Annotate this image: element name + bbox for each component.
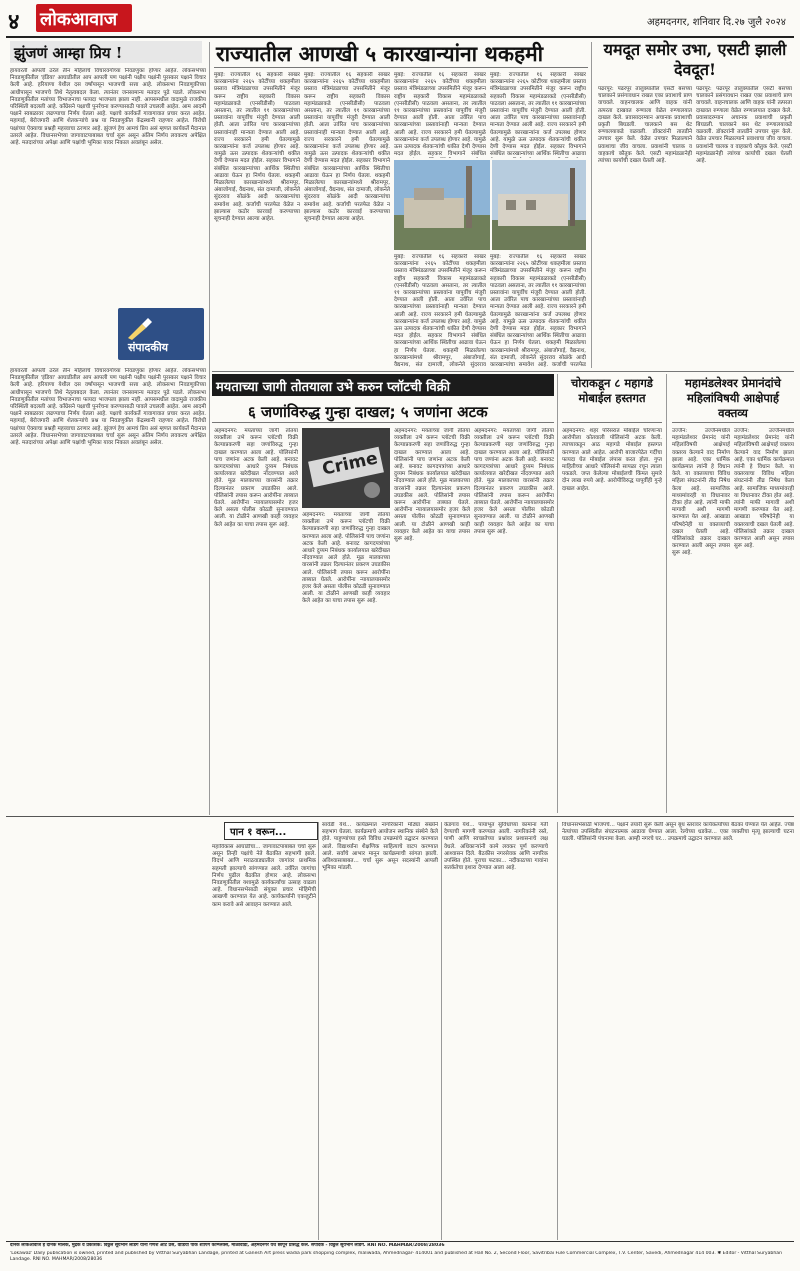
bottom-divider-1 — [318, 822, 319, 1240]
main-article-col-3: मुंबई: राज्यातील १६ सहकारी साखर कारखान्यांना २२६५ कोटींच्या थकहमीला प्रस्ताव मंत्रिमंडळाच्या उपसमितीने मंजूर करून राष्ट्रीय सहकारी विकास महामंडळाकडे (एनसीडीसी) पाठवला असताना, तर त्यातील ११ कारखान्यांच्या प्रस्तावांना यापूर्वीच मंजुरी देण्यात आली होती. आता उर्वरित पाच कारखान्यांच्या प्रस्तावांनाही मान्यता देण्यात आली आहे. राज्य सरकारने हमी घेतल्यामुळे कारखान्यांना कर्ज उपलब्ध होणार आहे. यामुळे ऊस उत्पादक शेतकऱ्यांची थकीत देणी देण्यास मदत होईल. सहकार विभागाने संबंधित — [394, 72, 486, 158]
bottom-col-3: केडगाव येथे... पायाभूत सुविधांच्या कामांना गती देण्याची मागणी करण्यात आली. नागरिकांनी रस्ते, पाणी आणि स्वच्छतेच्या प्रश्नांवर प्रशासनाचे लक्ष वेधले. अधिकाऱ्यांनी कामे लवकर पूर्ण करण्याचे आश्वासन दिले. बैठकीस नगरसेवक आणि नागरिक उपस्थित होते. पुराचा फटका... नदीकाठच्या गावांना सतर्कतेचा इशारा देण्यात आला आहे. — [444, 822, 548, 872]
left-article-body: हायवरती आपली ठरेल तीन महिलांचे विचारवर्गाच्या निवडणुका होणार आहेत. लोकसभेच्या निवडणुकीतील 'इंडिया' आघाडीतील आप आपली पण पक्षांनी पक्षीय पक्षांनी पुरस्कार पक्षाने विचार केली आहे. हरियाणा येथील दस वर्षांपासून भाजपची सत्ता आहे. लोकसभा निवडणुकीच्या आधीपासून भाजपचे तिथे नेतृत्वबदल केला. त्यानंतर जनसामान्य मतदार पुढे पडले. लोकसभा निवडणुकीतील मतांच्या विभाजनाचा फायदा भाजपला झाला नाही. आपसमधील वादामुळे राजकीय परिस्थिती बदलली आहे. काँग्रेसने पक्षाची पुनर्रचना करण्यासाठी पावले उचलली आहेत. आम आदमी पक्षाने स्वबळावर लढण्याचा निर्णय घेतला आहे. पक्षाचे कार्यकर्ते गावागावात प्रचार करत आहेत. महागाई, बेरोजगारी आणि शेतकऱ्यांचे प्रश्न या निवडणुकीत केंद्रस्थानी राहणार आहेत. विरोधी पक्षांच्या ऐक्याचा प्रश्नही महत्त्वाचा ठरणार आहे. झुंजणं हेच आमचं प्रिय असं म्हणत कार्यकर्ते मैदानात उतरले आहेत. विधानसभेच्या जागावाटपाबाबत चर्चा सुरू असून अंतिम निर्णय लवकरच अपेक्षित आहे. मतदारांच्या अपेक्षा आणि पक्षांची भूमिका यावर निकाल अवलंबून असेल. — [10, 68, 206, 147]
left-article-body-cont: हायवरती आपली ठरेल तीन महिलांचे विचारवर्गाच्या निवडणुका होणार आहेत. लोकसभेच्या निवडणुकीतील 'इंडिया' आघाडीतील आप आपली पण पक्षांनी पक्षीय पक्षांनी पुरस्कार पक्षाने विचार केली आहे. हरियाणा येथील दस वर्षांपासून भाजपची सत्ता आहे. लोकसभा निवडणुकीच्या आधीपासून भाजपचे तिथे नेतृत्वबदल केला. त्यानंतर जनसामान्य मतदार पुढे पडले. लोकसभा निवडणुकीतील मतांच्या विभाजनाचा फायदा भाजपला झाला नाही. आपसमधील वादामुळे राजकीय परिस्थिती बदलली आहे. काँग्रेसने पक्षाची पुनर्रचना करण्यासाठी पावले उचलली आहेत. आम आदमी पक्षाने स्वबळावर लढण्याचा निर्णय घेतला आहे. पक्षाचे कार्यकर्ते गावागावात प्रचार करत आहेत. महागाई, बेरोजगारी आणि शेतकऱ्यांचे प्रश्न या निवडणुकीत केंद्रस्थानी राहणार आहेत. विरोधी पक्षांच्या ऐक्याचा प्रश्नही महत्त्वाचा ठरणार आहे. झुंजणं हेच आमचं प्रिय असं म्हणत कार्यकर्ते मैदानात उतरले आहेत. विधानसभेच्या जागावाटपाबाबत चर्चा सुरू असून अंतिम निर्णय लवकरच अपेक्षित आहे. मतदारांच्या अपेक्षा आणि पक्षांची भूमिका यावर निकाल अवलंबून असेल. — [10, 368, 206, 447]
chorakadun-title: चोराकडून ८ महागडे मोबाईल हस्तगत — [571, 376, 653, 405]
masthead: लोकआवाज — [40, 9, 118, 30]
mid-banner-col-3: अहमदनगर: मयताच्या जागी तोतया व्यक्तीला उभे करून प्लॉटची विक्री केल्याप्रकरणी सहा जणांविरुद्ध गुन्हा दाखल करण्यात आला आहे. पोलिसांनी पाच जणांना अटक केली आहे. बनावट कागदपत्रांच्या आधारे दुय्यम निबंधक कार्यालयात खरेदीखत नोंदवण्यात आले होते. मूळ मालकाच्या वारसांनी तक्रार दिल्यानंतर प्रकरण उघडकीस आले. पोलिसांनी तपास करून आरोपींना ताब्यात घेतले. आरोपींना न्यायालयासमोर हजर केले असता पोलीस कोठडी सुनावण्यात आली. या टोळीने आणखी काही व्यवहार केले आहेत का याचा तपास सुरू आहे. — [394, 428, 470, 543]
mahamandaleshwar-body-col-2: उज्जैन: उज्जैनमधील महामंडलेश्वर प्रेमानंद यांनी महिलांविषयी आक्षेपार्ह वक्तव्य केल्याने वाद निर्माण झाला आहे. एका धार्मिक कार्यक्रमात त्यांनी हे विधान केले. या वक्तव्याचा विविध महिला संघटनांनी तीव्र निषेध केला आहे. सामाजिक माध्यमांवरही या विधानावर टीका होत आहे. त्यांनी माफी मागावी अशी मागणी करण्यात येत आहे. आखाडा परिषदेनेही या वक्तव्याची दखल घेतली आहे. पोलिसांकडे तक्रार दाखल करण्यात आली असून तपास सुरू आहे. — [734, 428, 794, 550]
main-article-title: राज्यातील आणखी ५ कारखान्यांना थकहमी — [216, 41, 544, 66]
mid-banner-col-1: अहमदनगर: मयताच्या जागी तोतया व्यक्तीला उभे करून प्लॉटची विक्री केल्याप्रकरणी सहा जणांविरुद्ध गुन्हा दाखल करण्यात आला आहे. पोलिसांनी पाच जणांना अटक केली आहे. बनावट कागदपत्रांच्या आधारे दुय्यम निबंधक कार्यालयात खरेदीखत नोंदवण्यात आले होते. मूळ मालकाच्या वारसांनी तक्रार दिल्यानंतर प्रकरण उघडकीस आले. पोलिसांनी तपास करून आरोपींना ताब्यात घेतले. आरोपींना न्यायालयासमोर हजर केले असता पोलीस कोठडी सुनावण्यात आली. या टोळीने आणखी काही व्यवहार केले आहेत का याचा तपास सुरू आहे. — [214, 428, 298, 528]
crime-photo — [302, 428, 390, 508]
col-divider-mid — [557, 374, 558, 813]
footer-rule — [6, 1241, 794, 1242]
upper-section-rule — [212, 371, 794, 372]
main-title-rule — [214, 67, 588, 68]
sampadakiya-label: संपादकीय — [128, 341, 169, 354]
col-divider-left — [209, 42, 210, 815]
sugar-factory-photo-1 — [394, 160, 490, 250]
sampadakiya-badge — [118, 308, 204, 360]
footer-imprint-english: 'Lokawaz' Daily publication is owned, printed and published by Vitthal Suryabhan Landage, printed at Ganesh Art press wadia park shopping complex, maliwada, Ahmednagar- 414001 and published at Hall No. 2, Second Floor, Savitribai Fule Commercial Complex, T.V. Center, Savedi, Ahmednagar 414 003. ✱ Editor - Vitthal Suryabhan Landage. RNI NO. MAHMAR/2008/28036 — [10, 1251, 782, 1262]
mid-banner-col-4: अहमदनगर: मयताच्या जागी तोतया व्यक्तीला उभे करून प्लॉटची विक्री केल्याप्रकरणी सहा जणांविरुद्ध गुन्हा दाखल करण्यात आला आहे. पोलिसांनी पाच जणांना अटक केली आहे. बनावट कागदपत्रांच्या आधारे दुय्यम निबंधक कार्यालयात खरेदीखत नोंदवण्यात आले होते. मूळ मालकाच्या वारसांनी तक्रार दिल्यानंतर प्रकरण उघडकीस आले. पोलिसांनी तपास करून आरोपींना ताब्यात घेतले. आरोपींना न्यायालयासमोर हजर केले असता पोलीस कोठडी सुनावण्यात आली. या टोळीने आणखी काही व्यवहार केले आहेत का याचा तपास सुरू आहे. — [474, 428, 554, 535]
mid-banner-title: मयताच्या जागी तोतयाला उभे करुन प्लॉटची विक्री — [216, 380, 451, 395]
bottom-col-4: विधानसभेसाठी भाजपचे... पक्षाने तयारी सुरू केली असून बूथ स्तरावर कार्यकर्त्यांच्या बैठका घेण्यात येत आहेत. ज्येष्ठ नेत्यांच्या उपस्थितीत संघटनात्मक आढावा घेण्यात आला. रेल्वेच्या धडकेत... एका व्यक्तीचा मृत्यू झाल्याची घटना घडली. पोलिसांनी पंचनामा केला. आम्ही नगरचे घर... उपक्रमाचे उद्घाटन करण्यात आले. — [562, 822, 794, 843]
header-rule — [6, 36, 794, 38]
main-article-col-6: मुंबई: राज्यातील १६ सहकारी साखर कारखान्यांना २२६५ कोटींच्या थकहमीला प्रस्ताव मंत्रिमंडळाच्या उपसमितीने मंजूर करून राष्ट्रीय सहकारी विकास महामंडळाकडे (एनसीडीसी) पाठवला असताना, तर त्यातील ११ कारखान्यांच्या प्रस्तावांना यापूर्वीच मंजुरी देण्यात आली होती. आता उर्वरित पाच कारखान्यांच्या प्रस्तावांनाही मान्यता देण्यात आली आहे. राज्य सरकारने हमी घेतल्यामुळे कारखान्यांना कर्ज उपलब्ध होणार आहे. यामुळे ऊस उत्पादक शेतकऱ्यांची थकीत देणी देण्यास मदत होईल. सहकार विभागाने संबंधित कारखान्यांच्या आर्थिक स्थितीचा आढावा घेऊन हा निर्णय घेतला. थकहमी मिळालेल्या कारखान्यांमध्ये श्रीरामपूर, अंबाजोगाई, वैद्यनाथ, संत दामाजी, लोकनेते सुंदरराव सोळंके आदी कारखान्यांचा समावेश आहे. कर्जाची परतफेड — [490, 254, 586, 368]
chorakadun-body: अहमदनगर: शहर परिसरात मोबाईल चोरणाऱ्या आरोपीला कोतवाली पोलिसांनी अटक केली. त्याच्याकडून आठ महागडे मोबाईल हस्तगत करण्यात आले आहेत. आरोपी बाजारपेठेत गर्दीचा फायदा घेत मोबाईल लंपास करत होता. गुप्त माहितीच्या आधारे पोलिसांनी सापळा रचून त्याला पकडले. जप्त केलेल्या मोबाईलची किंमत सुमारे दोन लाख रुपये आहे. आरोपीविरुद्ध यापूर्वीही गुन्हे दाखल आहेत. — [562, 428, 662, 492]
pen-icon — [124, 312, 154, 342]
bottom-col-1: महाविकास आघाडीचा... जागावाटपाबाबत चर्चा सुरू असून तिन्ही पक्षांचे नेते बैठकीत सहभागी झाले. विदर्भ आणि मराठवाड्यातील जागांवर प्राथमिक सहमती झाल्याचे सांगण्यात आले. उर्वरित जागांचा निर्णय पुढील बैठकीत होणार आहे. लोकसभा निवडणुकीतील यशामुळे कार्यकर्त्यांचा उत्साह वाढला आहे. विधानसभेसाठी संयुक्त प्रचार मोहिमेची आखणी करण्यात येत आहे. कार्यकर्त्यांनी एकजुटीने काम करावे असे आवाहन करण्यात आले. — [212, 844, 316, 908]
mid-banner-col-2: अहमदनगर: मयताच्या जागी तोतया व्यक्तीला उभे करून प्लॉटची विक्री केल्याप्रकरणी सहा जणांविरुद्ध गुन्हा दाखल करण्यात आला आहे. पोलिसांनी पाच जणांना अटक केली आहे. बनावट कागदपत्रांच्या आधारे दुय्यम निबंधक कार्यालयात खरेदीखत नोंदवण्यात आले होते. मूळ मालकाच्या वारसांनी तक्रार दिल्यानंतर प्रकरण उघडकीस आले. पोलिसांनी तपास करून आरोपींना ताब्यात घेतले. आरोपींना न्यायालयासमोर हजर केले असता पोलीस कोठडी सुनावण्यात आली. या टोळीने आणखी काही व्यवहार केले आहेत का याचा तपास सुरू आहे. — [302, 512, 390, 605]
page-number: ४ — [8, 9, 20, 35]
col-divider-main — [591, 42, 592, 368]
right-top-title: यमदूत समोर उभा, एसटी झाली देवदूत! — [603, 40, 787, 79]
main-article-col-1: मुंबई: राज्यातील १६ सहकारी साखर कारखान्यांना २२६५ कोटींच्या थकहमीला प्रस्ताव मंत्रिमंडळाच्या उपसमितीने मंजूर करून राष्ट्रीय सहकारी विकास महामंडळाकडे (एनसीडीसी) पाठवला असताना, तर त्यातील ११ कारखान्यांच्या प्रस्तावांना यापूर्वीच मंजुरी देण्यात आली होती. आता उर्वरित पाच कारखान्यांच्या प्रस्तावांनाही मान्यता देण्यात आली आहे. राज्य सरकारने हमी घेतल्यामुळे कारखान्यांना कर्ज उपलब्ध होणार आहे. यामुळे ऊस उत्पादक शेतकऱ्यांची थकीत देणी देण्यास मदत होईल. सहकार विभागाने संबंधित कारखान्यांच्या आर्थिक स्थितीचा आढावा घेऊन हा निर्णय घेतला. थकहमी मिळालेल्या कारखान्यांमध्ये श्रीरामपूर, अंबाजोगाई, वैद्यनाथ, संत दामाजी, लोकनेते सुंदरराव सोळंके आदी कारखान्यांचा समावेश आहे. कर्जाची परतफेड वेळेत न झाल्यास कठोर कारवाई करण्याच्या सूचनाही देण्यात आल्या आहेत. — [214, 72, 300, 223]
crime-label: Crime — [320, 448, 380, 480]
left-article-title: झुंजणं आम्हा प्रिय ! — [14, 44, 123, 62]
footer-imprint-marathi: दैनिक लोकआवाज हे दैनिक मालक, मुद्रक व प्रकाशक: विठ्ठल सूर्यभान लांडगे यांनी गणेश आर्ट प्रेस, वाडिया पार्क शॉपिंग कॉम्प्लेक्स, माळीवाडा, अहमदनगर येथे छापून प्रसिद्ध केले. संपादक - विठ्ठल सूर्यभान लांडगे. RNI NO. MAHMAR/2008/28036 — [10, 1243, 445, 1248]
right-top-body-col-1: पंढरपूर: पंढरपूर तालुक्यातील एसटी बसच्या चालकाने प्रसंगावधान राखत एका प्रवाशाचे प्राण वाचवले. वाहनचालक आणि वाहक यांनी तत्परता दाखवत रुग्णाला वेळेत रुग्णालयात दाखल केले. प्रवासादरम्यान अचानक प्रवाशाची प्रकृती बिघडली. चालकाने बस थेट रुग्णालयाकडे वळवली. डॉक्टरांनी तातडीने उपचार सुरू केले. वेळेत उपचार मिळाल्याने प्रवाशाचा जीव वाचला. प्रवाशांनी चालक व वाहकाचे कौतुक केले. एसटी महामंडळानेही त्यांच्या कार्याची दखल घेतली आहे. — [598, 86, 692, 165]
mid-banner-rule — [212, 422, 554, 423]
mahamandaleshwar-body-col-1: उज्जैन: उज्जैनमधील महामंडलेश्वर प्रेमानंद यांनी महिलांविषयी आक्षेपार्ह वक्तव्य केल्याने वाद निर्माण झाला आहे. एका धार्मिक कार्यक्रमात त्यांनी हे विधान केले. या वक्तव्याचा विविध महिला संघटनांनी तीव्र निषेध केला आहे. सामाजिक माध्यमांवरही या विधानावर टीका होत आहे. त्यांनी माफी मागावी अशी मागणी करण्यात येत आहे. आखाडा परिषदेनेही या वक्तव्याची दखल घेतली आहे. पोलिसांकडे तक्रार दाखल करण्यात आली असून तपास सुरू आहे. — [672, 428, 730, 557]
mahamandaleshwar-rule — [672, 422, 794, 423]
mahamandaleshwar-title: महामंडलेश्वर प्रेमानंदांचे महिलांविषयी आक्षेपार्ह वक्तव्य — [685, 376, 781, 420]
col-divider-chorakadun — [666, 374, 667, 813]
chorakadun-rule — [562, 422, 662, 423]
lower-section-rule — [6, 816, 794, 817]
continued-label: पान १ वरून... — [230, 827, 287, 838]
bottom-divider-2 — [441, 822, 442, 1240]
main-article-col-5: मुंबई: राज्यातील १६ सहकारी साखर कारखान्यांना २२६५ कोटींच्या थकहमीला प्रस्ताव मंत्रिमंडळाच्या उपसमितीने मंजूर करून राष्ट्रीय सहकारी विकास महामंडळाकडे (एनसीडीसी) पाठवला असताना, तर त्यातील ११ कारखान्यांच्या प्रस्तावांना यापूर्वीच मंजुरी देण्यात आली होती. आता उर्वरित पाच कारखान्यांच्या प्रस्तावांनाही मान्यता देण्यात आली आहे. राज्य सरकारने हमी घेतल्यामुळे कारखान्यांना कर्ज उपलब्ध होणार आहे. यामुळे ऊस उत्पादक शेतकऱ्यांची थकीत देणी देण्यास मदत होईल. सहकार विभागाने संबंधित कारखान्यांच्या आर्थिक स्थितीचा आढावा घेऊन हा निर्णय घेतला. थकहमी मिळालेल्या कारखान्यांमध्ये श्रीरामपूर, अंबाजोगाई, वैद्यनाथ, संत दामाजी, लोकनेते सुंदरराव — [394, 254, 486, 368]
dateline: अहमदनगर, शनिवार दि.२७ जुलै २०२४ — [646, 17, 786, 28]
bottom-col-2: सावेडी येथे... कार्यक्रमात नागरिकांनी मोठ्या संख्येने सहभाग घेतला. कार्यक्रमाचे आयोजन स्थानिक संस्थेने केले होते. पाहुण्यांच्या हस्ते विविध उपक्रमांचे उद्घाटन करण्यात आले. विद्यार्थ्यांना शैक्षणिक साहित्याचे वाटप करण्यात आले. सर्वांचे आभार मानून कार्यक्रमाची सांगता झाली. अविश्वासाबाबत... चर्चा सुरू असून सदस्यांनी आपली भूमिका मांडली. — [322, 822, 438, 872]
sugar-factory-photo-2 — [492, 160, 586, 250]
main-article-col-4: मुंबई: राज्यातील १६ सहकारी साखर कारखान्यांना २२६५ कोटींच्या थकहमीला प्रस्ताव मंत्रिमंडळाच्या उपसमितीने मंजूर करून राष्ट्रीय सहकारी विकास महामंडळाकडे (एनसीडीसी) पाठवला असताना, तर त्यातील ११ कारखान्यांच्या प्रस्तावांना यापूर्वीच मंजुरी देण्यात आली होती. आता उर्वरित पाच कारखान्यांच्या प्रस्तावांनाही मान्यता देण्यात आली आहे. राज्य सरकारने हमी घेतल्यामुळे कारखान्यांना कर्ज उपलब्ध होणार आहे. यामुळे ऊस उत्पादक शेतकऱ्यांची थकीत देणी देण्यास मदत होईल. सहकार विभागाने संबंधित कारखान्यांच्या आर्थिक स्थितीचा आढावा — [490, 72, 586, 158]
bottom-divider-3 — [557, 822, 558, 1240]
main-article-col-2: मुंबई: राज्यातील १६ सहकारी साखर कारखान्यांना २२६५ कोटींच्या थकहमीला प्रस्ताव मंत्रिमंडळाच्या उपसमितीने मंजूर करून राष्ट्रीय सहकारी विकास महामंडळाकडे (एनसीडीसी) पाठवला असताना, तर त्यातील ११ कारखान्यांच्या प्रस्तावांना यापूर्वीच मंजुरी देण्यात आली होती. आता उर्वरित पाच कारखान्यांच्या प्रस्तावांनाही मान्यता देण्यात आली आहे. राज्य सरकारने हमी घेतल्यामुळे कारखान्यांना कर्ज उपलब्ध होणार आहे. यामुळे ऊस उत्पादक शेतकऱ्यांची थकीत देणी देण्यास मदत होईल. सहकार विभागाने संबंधित कारखान्यांच्या आर्थिक स्थितीचा आढावा घेऊन हा निर्णय घेतला. थकहमी मिळालेल्या कारखान्यांमध्ये श्रीरामपूर, अंबाजोगाई, वैद्यनाथ, संत दामाजी, लोकनेते सुंदरराव सोळंके आदी कारखान्यांचा समावेश आहे. कर्जाची परतफेड वेळेत न झाल्यास कठोर कारवाई करण्याच्या सूचनाही देण्यात आल्या आहेत. — [304, 72, 390, 223]
right-top-body-col-2: पंढरपूर: पंढरपूर तालुक्यातील एसटी बसच्या चालकाने प्रसंगावधान राखत एका प्रवाशाचे प्राण वाचवले. वाहनचालक आणि वाहक यांनी तत्परता दाखवत रुग्णाला वेळेत रुग्णालयात दाखल केले. प्रवासादरम्यान अचानक प्रवाशाची प्रकृती बिघडली. चालकाने बस थेट रुग्णालयाकडे वळवली. डॉक्टरांनी तातडीने उपचार सुरू केले. वेळेत उपचार मिळाल्याने प्रवाशाचा जीव वाचला. प्रवाशांनी चालक व वाहकाचे कौतुक केले. एसटी महामंडळानेही त्यांच्या कार्याची दखल घेतली आहे. — [696, 86, 792, 165]
mid-banner-subtitle: ६ जणांविरुद्ध गुन्हा दाखल; ५ जणांना अटक — [248, 403, 488, 421]
